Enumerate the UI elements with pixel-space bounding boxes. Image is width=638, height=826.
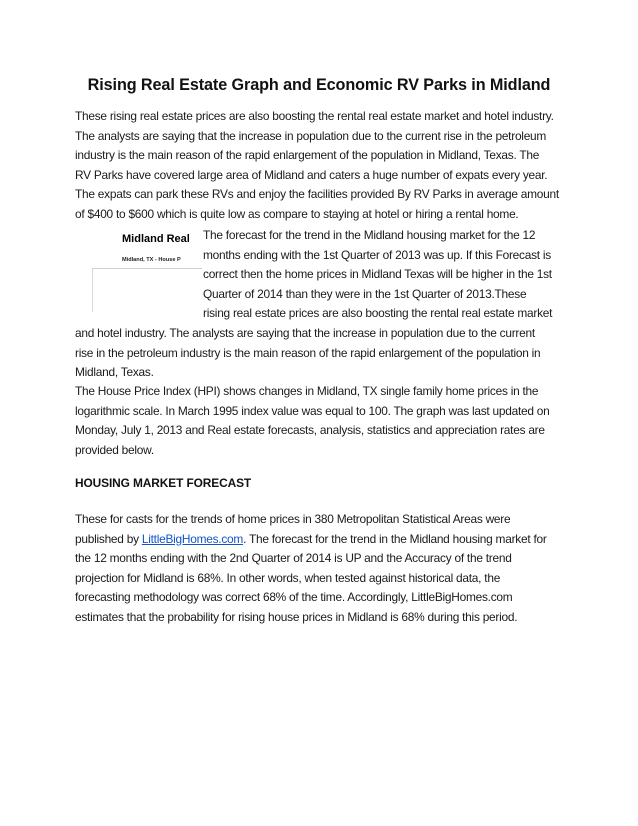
text-line: The forecast for the trend in the Midland housing market for the 12	[203, 228, 536, 242]
chart-axis-line	[92, 269, 93, 312]
text-line: Monday, July 1, 2013 and Real estate forecasts, analysis, statistics and appreciation rates are	[75, 423, 545, 438]
text-line: Midland, Texas.	[75, 365, 154, 380]
text-line: The analysts are saying that the increase in population due to the current rise in the petroleum	[75, 128, 547, 143]
embedded-chart-image	[92, 230, 202, 312]
text-line	[75, 530, 575, 550]
text-line: the 12 months ending with the 2nd Quarter of 2014 is UP and the Accuracy of the trend	[75, 551, 512, 566]
text-line: correct then the home prices in Midland Texas will be higher in the 1st	[203, 267, 552, 282]
chart-title: Midland Real	[122, 233, 190, 245]
text-line: industry is the main reason of the rapid enlargement of the population in Midland, Texas. The	[75, 148, 540, 163]
text-line: and hotel industry. The analysts are saying that the increase in population due to the current	[75, 326, 535, 340]
text-line: rise in the petroleum industry is the main reason of the rapid enlargement of the population in	[75, 345, 541, 360]
text-segment: published by	[75, 531, 142, 546]
text-line: of $400 to $600 which is quite low as compare to staying at hotel or hiring a rental home.	[75, 206, 519, 221]
chart-divider	[92, 268, 202, 269]
text-segment: . The forecast for the trend in the Midland housing market for	[243, 531, 547, 546]
text-line: These rising real estate prices are also boosting the rental real estate market and hotel industry.	[75, 109, 554, 123]
text-line: provided below.	[75, 442, 154, 457]
text-line: months ending with the 1st Quarter of 2013 was up. If this Forecast is	[203, 247, 551, 262]
page-title: Rising Real Estate Graph and Economic RV Parks in Midland	[87, 76, 551, 94]
text-line: These for casts for the trends of home prices in 380 Metropolitan Statistical Areas were	[75, 512, 511, 526]
paragraph-housing-forecast	[75, 510, 575, 628]
paragraph-forecast-wrapped	[203, 226, 578, 324]
text-line: rising real estate prices are also boosting the rental real estate market	[203, 306, 553, 321]
text-line: The expats can park these RVs and enjoy the facilities provided By RV Parks in average amount	[75, 187, 559, 202]
text-line: Quarter of 2014 than they were in the 1st Quarter of 2013.These	[203, 286, 527, 301]
section-heading: HOUSING MARKET FORECAST	[75, 476, 252, 490]
text-line: forecasting methodology was correct 68% of the time. Accordingly, LittleBigHomes.com	[75, 590, 513, 605]
text-line: estimates that the probability for rising house prices in Midland is 68% during this period.	[75, 609, 518, 624]
paragraph-rv-parks	[75, 107, 575, 225]
text-line: RV Parks have covered large area of Midland and caters a huge number of expats every year.	[75, 167, 548, 182]
chart-subtitle: Midland, TX - House P	[122, 257, 181, 263]
text-line: The House Price Index (HPI) shows changes in Midland, TX single family home prices in the	[75, 384, 539, 398]
paragraph-hpi	[75, 382, 575, 460]
text-line: logarithmic scale. In March 1995 index value was equal to 100. The graph was last updated on	[75, 403, 550, 418]
paragraph-forecast-continued	[75, 324, 575, 383]
littlebighomes-link[interactable]: LittleBigHomes.com	[141, 531, 244, 546]
text-line: projection for Midland is 68%. In other words, when tested against historical data, the	[75, 570, 501, 585]
